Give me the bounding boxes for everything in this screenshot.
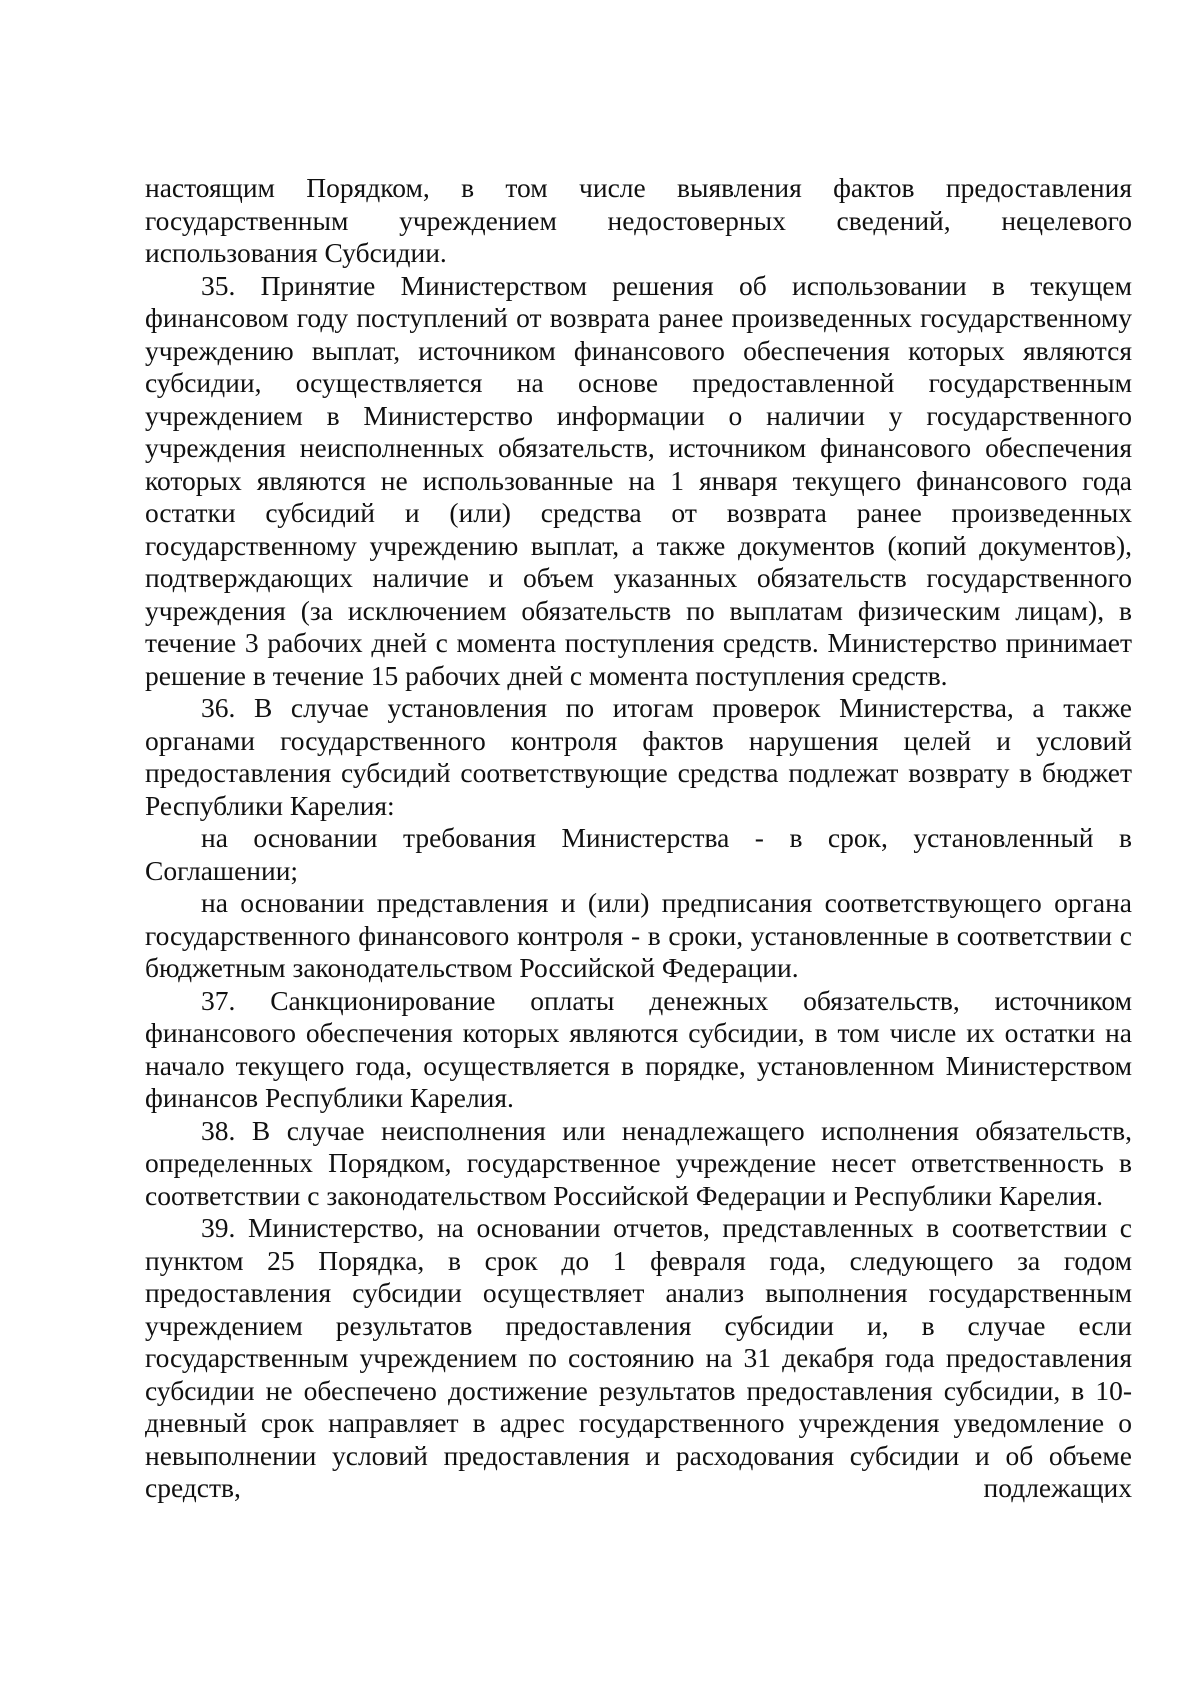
document-body (145, 172, 1132, 1505)
paragraph-35: 35. Принятие Министерством решения об использовании в текущем финансовом году поступлений от возврата ранее произведенных государственному учреждению выплат, источником финансового обеспечения которых являются субсидии, осуществляется на основе предоставленной государственным учреждением в Министерство информации о наличии у государственного учреждения неисполненных обязательств, источником финансового обеспечения которых являются не использованные на 1 января текущего финансового года остатки субсидий и (или) средства от возврата ранее произведенных государственному учреждению выплат, а также документов (копий документов), подтверждающих наличие и объем указанных обязательств государственного учреждения (за исключением обязательств по выплатам физическим лицам), в течение 3 рабочих дней с момента поступления средств. Министерство принимает решение в течение 15 рабочих дней с момента поступления средств. (145, 269, 1132, 691)
paragraph-39: 39. Министерство, на основании отчетов, представленных в соответствии с пунктом 25 Порядка, в срок до 1 февраля года, следующего за годом предоставления субсидии осуществляет анализ выполнения государственным учреждением результатов предоставления субсидии и, в случае если государственным учреждением по состоянию на 31 декабря года предоставления субсидии не обеспечено достижение результатов предоставления субсидии, в 10-дневный срок направляет в адрес государственного учреждения уведомление о невыполнении условий предоставления и расходования субсидии и об объеме средств, подлежащих (145, 1212, 1132, 1503)
paragraph-38: 38. В случае неисполнения или ненадлежащего исполнения обязательств, определенных Порядком, государственное учреждение несет ответственность в соответствии с законодательством Российской Федерации и Республики Карелия. (145, 1114, 1132, 1211)
paragraph-36: 36. В случае установления по итогам проверок Министерства, а также органами государственного контроля фактов нарушения целей и условий предоставления субсидий соответствующие средства подлежат возврату в бюджет Республики Карелия: (145, 692, 1132, 821)
paragraph-36-item-a: на основании требования Министерства - в срок, установленный в Соглашении; (145, 822, 1132, 886)
paragraph-37: 37. Санкционирование оплаты денежных обязательств, источником финансового обеспечения которых являются субсидии, в том числе их остатки на начало текущего года, осуществляется в порядке, установленном Министерством финансов Республики Карелия. (145, 984, 1132, 1113)
paragraph-36-item-b: на основании представления и (или) предписания соответствующего органа государственного финансового контроля - в сроки, установленные в соответствии с бюджетным законодательством Российской Федерации. (145, 887, 1132, 983)
paragraph-continuation: настоящим Порядком, в том числе выявления фактов предоставления государственным учреждением недостоверных сведений, нецелевого использования Субсидии. (145, 172, 1132, 268)
